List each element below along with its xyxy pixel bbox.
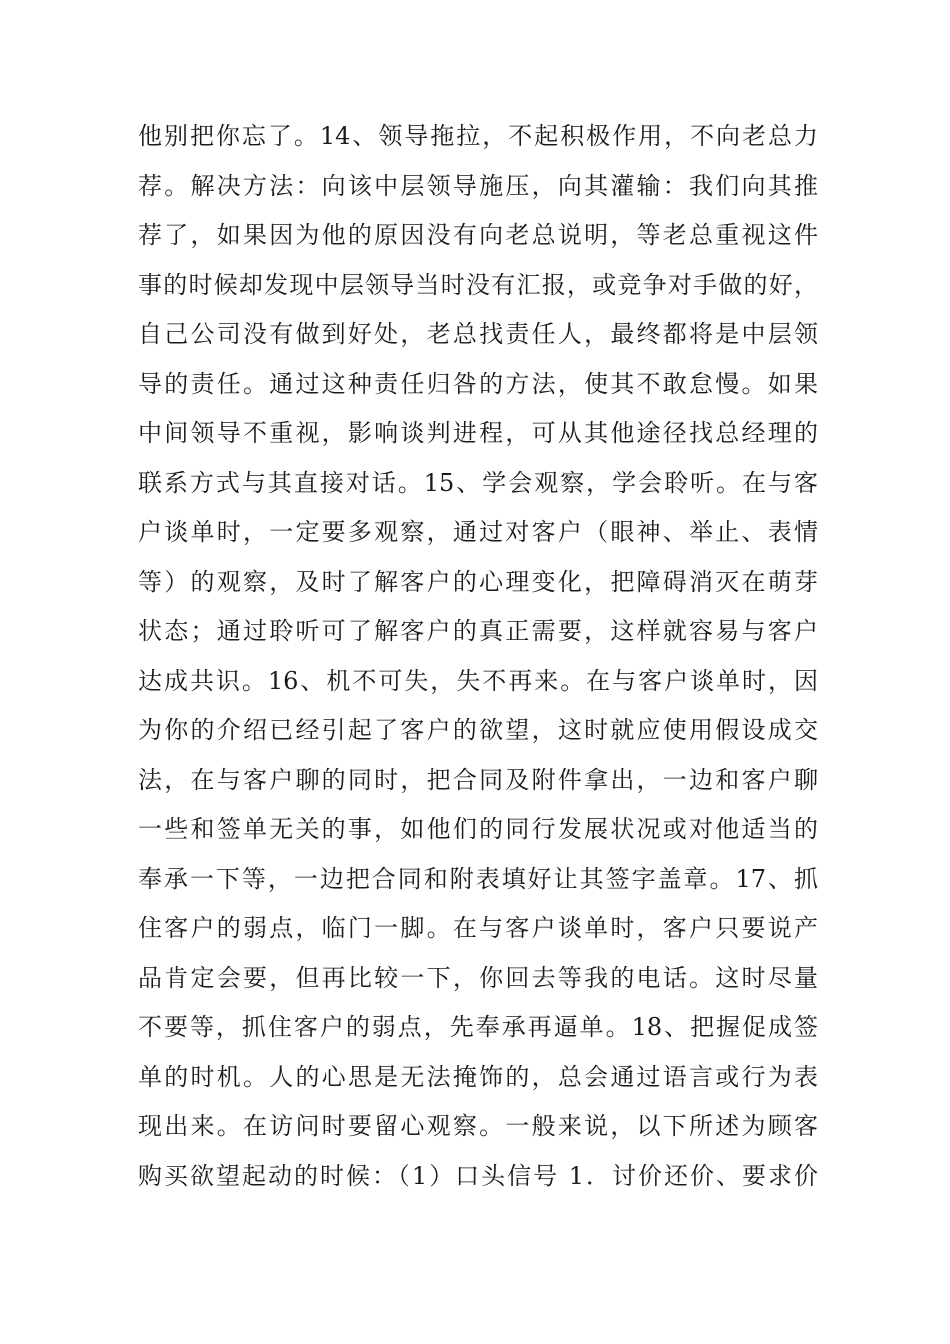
text-line: 品肯定会要，但再比较一下，你回去等我的电话。这时尽量 (138, 963, 818, 992)
text-line: 事的时候却发现中层领导当时没有汇报，或竞争对手做的好， (138, 270, 818, 299)
text-line: 他别把你忘了。14、领导拖拉，不起积极作用，不向老总力 (138, 122, 818, 150)
body-text (138, 112, 818, 1201)
text-line: 不要等，抓住客户的弱点，先奉承再逼单。18、把握促成签 (138, 1013, 818, 1041)
text-line: 户谈单时，一定要多观察，通过对客户（眼神、举止、表情 (138, 518, 818, 546)
text-line: 一些和签单无关的事，如他们的同行发展状况或对他适当的 (138, 815, 818, 843)
text-line: 荐了，如果因为他的原因没有向老总说明，等老总重视这件 (138, 221, 818, 249)
text-line: 购买欲望起动的时候：（1）口头信号 1．讨价还价、要求价 (138, 1161, 818, 1190)
text-line: 自己公司没有做到好处，老总找责任人，最终都将是中层领 (138, 320, 818, 348)
text-line: 荐。解决方法：向该中层领导施压，向其灌输：我们向其推 (138, 171, 818, 200)
text-line: 住客户的弱点，临门一脚。在与客户谈单时，客户只要说产 (138, 914, 818, 942)
text-line: 达成共识。16、机不可失，失不再来。在与客户谈单时，因 (138, 666, 818, 695)
text-line: 法，在与客户聊的同时，把合同及附件拿出，一边和客户聊 (138, 765, 818, 794)
text-line: 现出来。在访问时要留心观察。一般来说，以下所述为顾客 (138, 1112, 818, 1140)
text-line: 状态；通过聆听可了解客户的真正需要，这样就容易与客户 (138, 617, 818, 645)
text-line: 为你的介绍已经引起了客户的欲望，这时就应使用假设成交 (138, 716, 818, 744)
text-line: 奉承一下等，一边把合同和附表填好让其签字盖章。17、抓 (138, 864, 818, 893)
text-line: 单的时机。人的心思是无法掩饰的，总会通过语言或行为表 (138, 1062, 818, 1091)
text-line: 联系方式与其直接对话。15、学会观察，学会聆听。在与客 (138, 468, 818, 497)
text-line: 中间领导不重视，影响谈判进程，可从其他途径找总经理的 (138, 419, 818, 447)
text-line: 导的责任。通过这种责任归咎的方法，使其不敢怠慢。如果 (138, 369, 818, 398)
text-line: 等）的观察，及时了解客户的心理变化，把障碍消灭在萌芽 (138, 567, 818, 596)
